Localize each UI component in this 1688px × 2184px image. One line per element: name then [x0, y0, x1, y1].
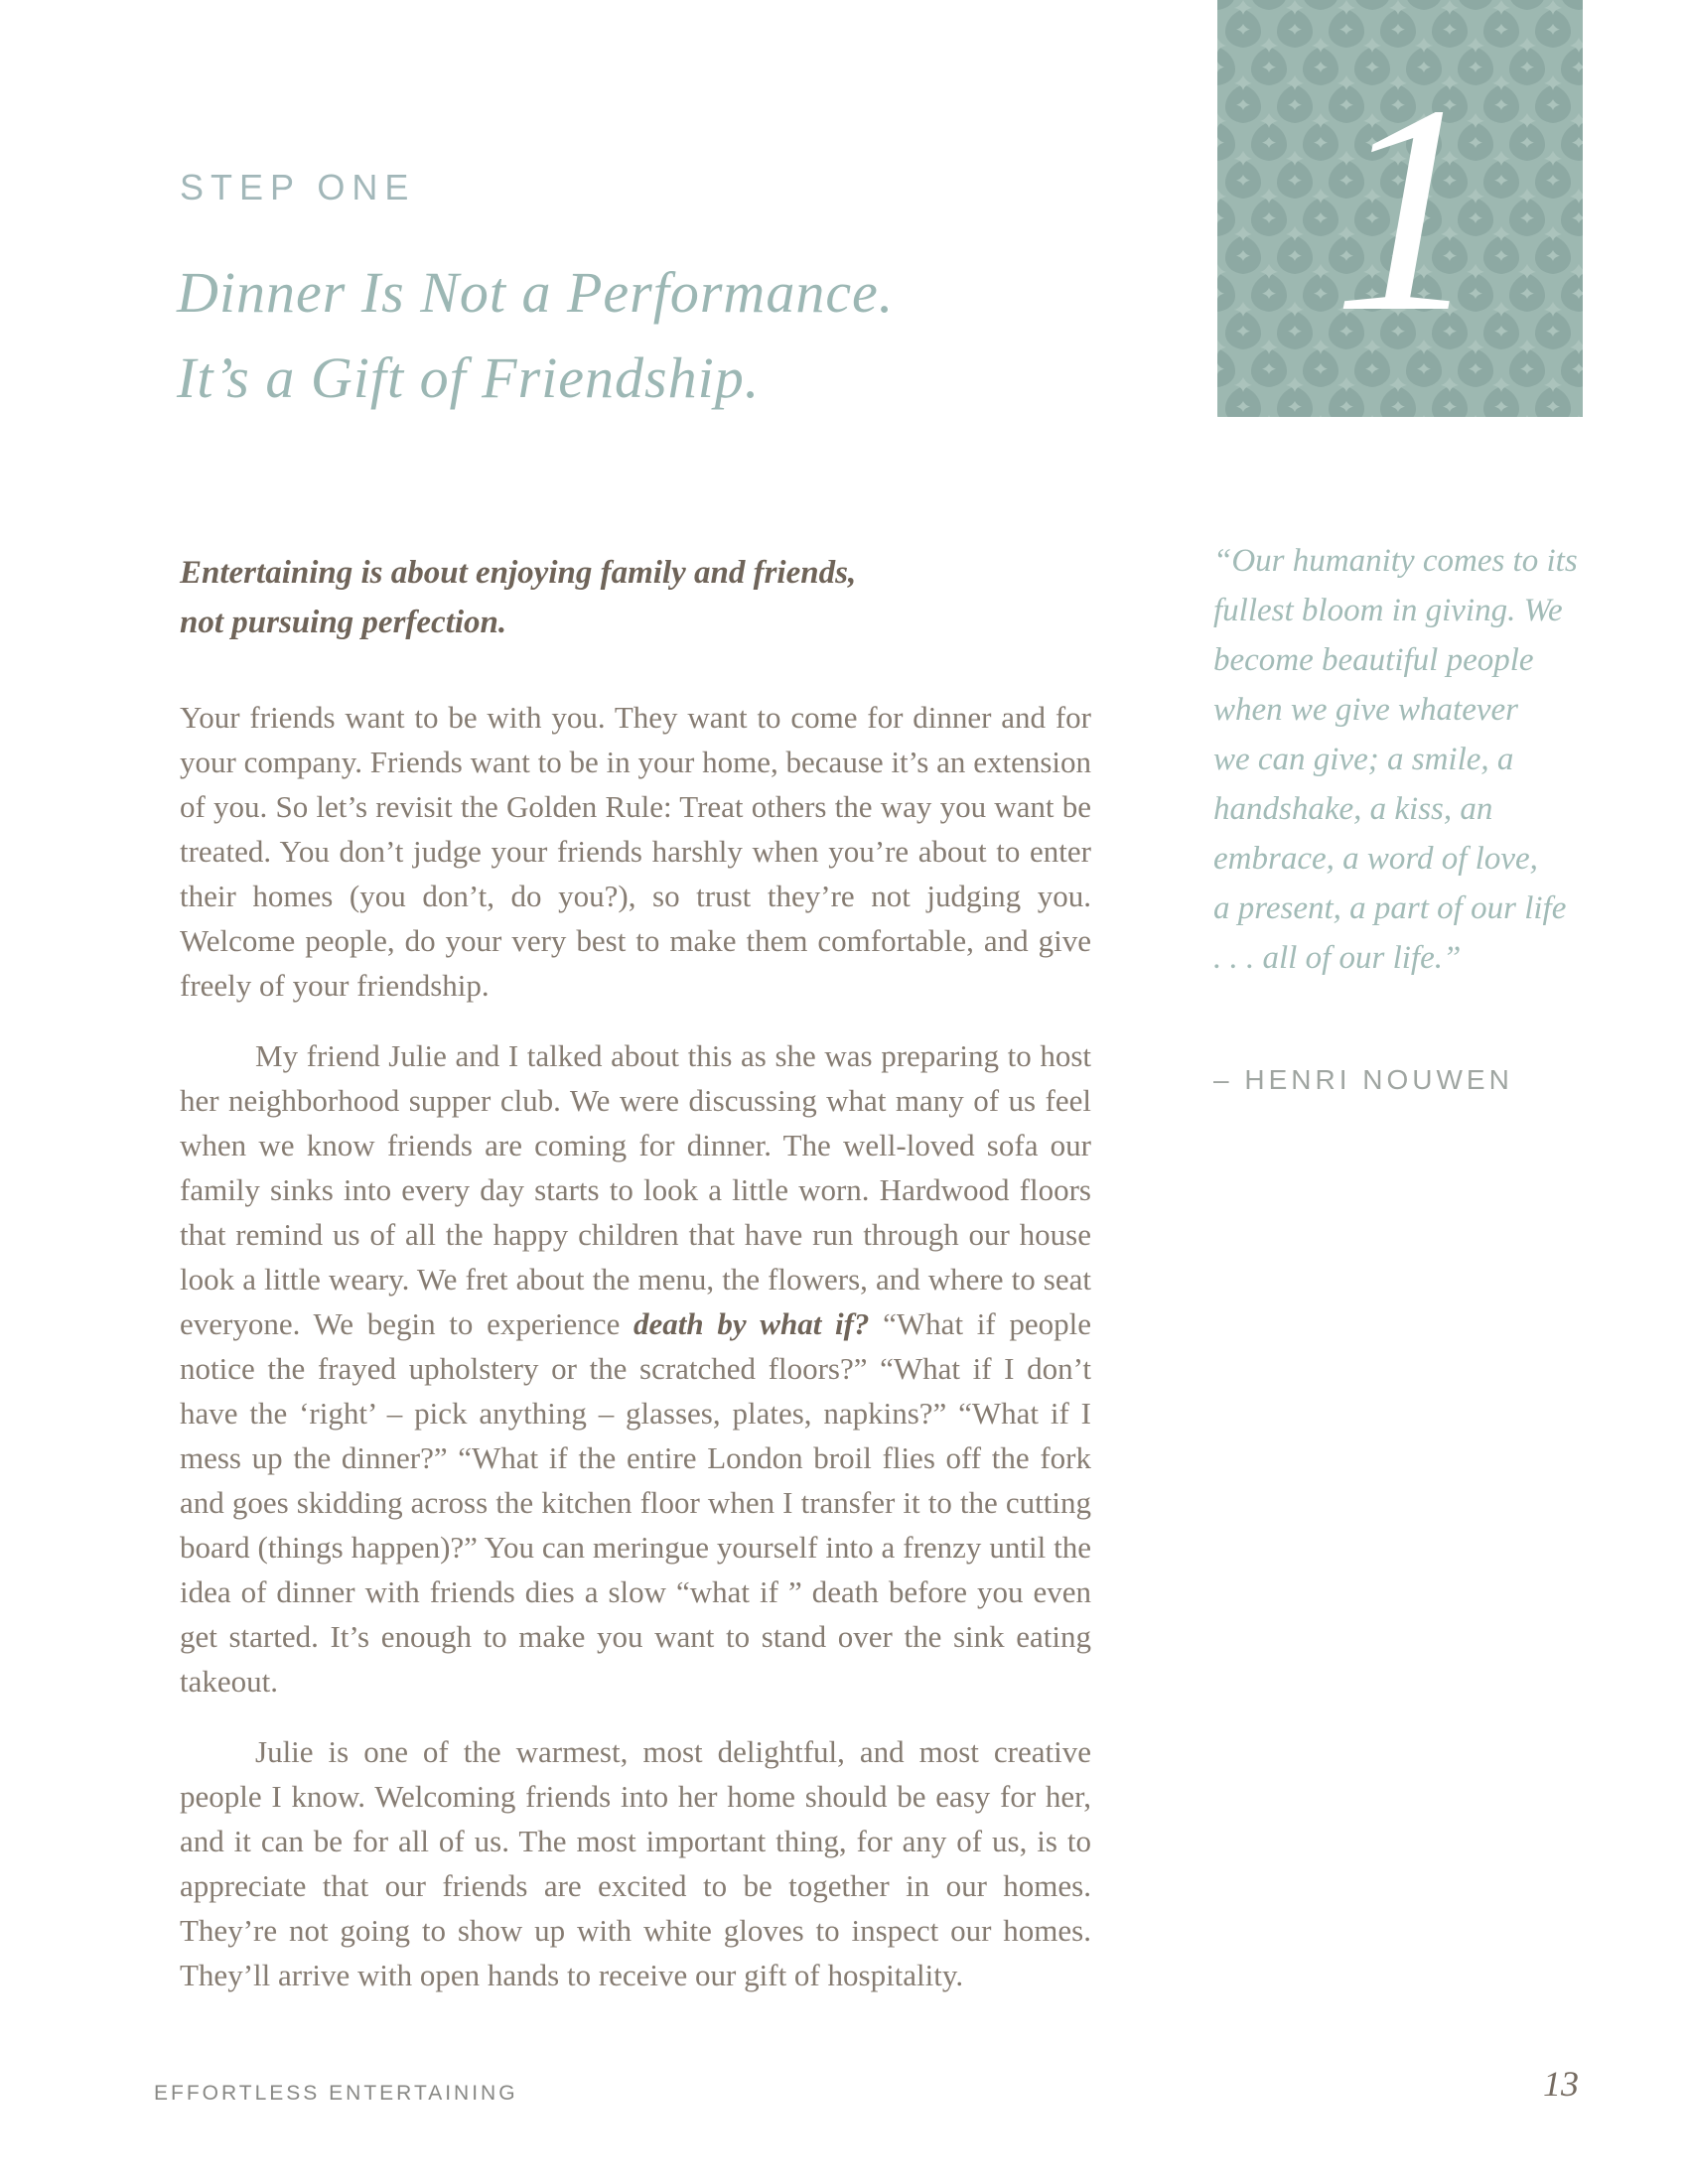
- chapter-number: 1: [1333, 44, 1481, 373]
- chapter-title-line-1: Dinner Is Not a Performance.: [177, 260, 895, 325]
- quote-line: . . . all of our life.”: [1213, 940, 1462, 976]
- quote-line: become beautiful people: [1213, 642, 1534, 678]
- paragraph-3: Julie is one of the warmest, most delightful, and most creative people I know. Welcoming friends into her home should be easy for her, and it can be for all of us. The most important thing, for any of us, is to appreciate that our friends are excited to be together in our homes. They’re not going to show up with white gloves to inspect our homes. They’ll arrive with open hands to receive our gift of hospitality.: [180, 1734, 1091, 1992]
- step-kicker: STEP ONE: [180, 167, 416, 207]
- sidebar-quote: [1213, 536, 1601, 983]
- chapter-number-block: [1217, 0, 1583, 417]
- chapter-title-line-2: It’s a Gift of Friendship.: [177, 345, 761, 410]
- quote-line: embrace, a word of love,: [1213, 841, 1538, 877]
- quote-line: we can give; a smile, a: [1213, 742, 1514, 777]
- paragraph-2-emphasis: death by what if?: [633, 1306, 870, 1341]
- lead-line-2: not pursuing perfection.: [180, 605, 507, 640]
- lead-statement: [180, 548, 974, 647]
- quote-line: “Our humanity comes to its: [1213, 543, 1578, 579]
- paragraph-2: [180, 1033, 1091, 1704]
- paragraph-2-after: “What if people notice the frayed upholstery or the scratched floors?” “What if I don’t have the ‘right’ – pick anything – glasses, plates, napkins?” “What if I mess up the dinner?” “What if the entire London broil flies off the fork and goes skidding across the kitchen floor when I transfer it to the cutting board (things happen)?” You can meringue yourself into a frenzy until the idea of dinner with friends dies a slow “what if ” death before you even get started. It’s enough to make you want to stand over the sink eating takeout.: [180, 1306, 1092, 1699]
- page-number: 13: [1543, 2064, 1579, 2104]
- paragraph-2-before: My friend Julie and I talked about this as she was preparing to host her neighborhood supper club. We were discussing what many of us feel when we know friends are coming for dinner. The well-loved sofa our family sinks into every day starts to look a little worn. Hardwood floors that remind us of all the happy children that have run through our house look a little weary. We fret about the menu, the flowers, and where to seat everyone. We begin to experience: [180, 1038, 1091, 1341]
- body-column: [180, 695, 1091, 2023]
- paragraph-1: Your friends want to be with you. They want to come for dinner and for your company. Friends want to be in your home, because it’s an extension of you. So let’s revisit the Golden Rule: Treat others the way you want be treated. You don’t judge your friends harshly when you’re about to enter their homes (you don’t, do you?), so trust they’re not judging you. Welcome people, do your very best to make them comfortable, and give freely of your friendship.: [180, 700, 1091, 1003]
- quote-attribution: – HENRI NOUWEN: [1213, 1064, 1513, 1095]
- running-footer-book-title: EFFORTLESS ENTERTAINING: [154, 2082, 518, 2105]
- chapter-title: [177, 250, 894, 421]
- quote-line: handshake, a kiss, an: [1213, 791, 1493, 827]
- quote-line: fullest bloom in giving. We: [1213, 593, 1563, 628]
- lead-line-1: Entertaining is about enjoying family and friends,: [180, 555, 857, 591]
- quote-line: when we give whatever: [1213, 692, 1518, 728]
- quote-line: a present, a part of our life: [1213, 890, 1567, 926]
